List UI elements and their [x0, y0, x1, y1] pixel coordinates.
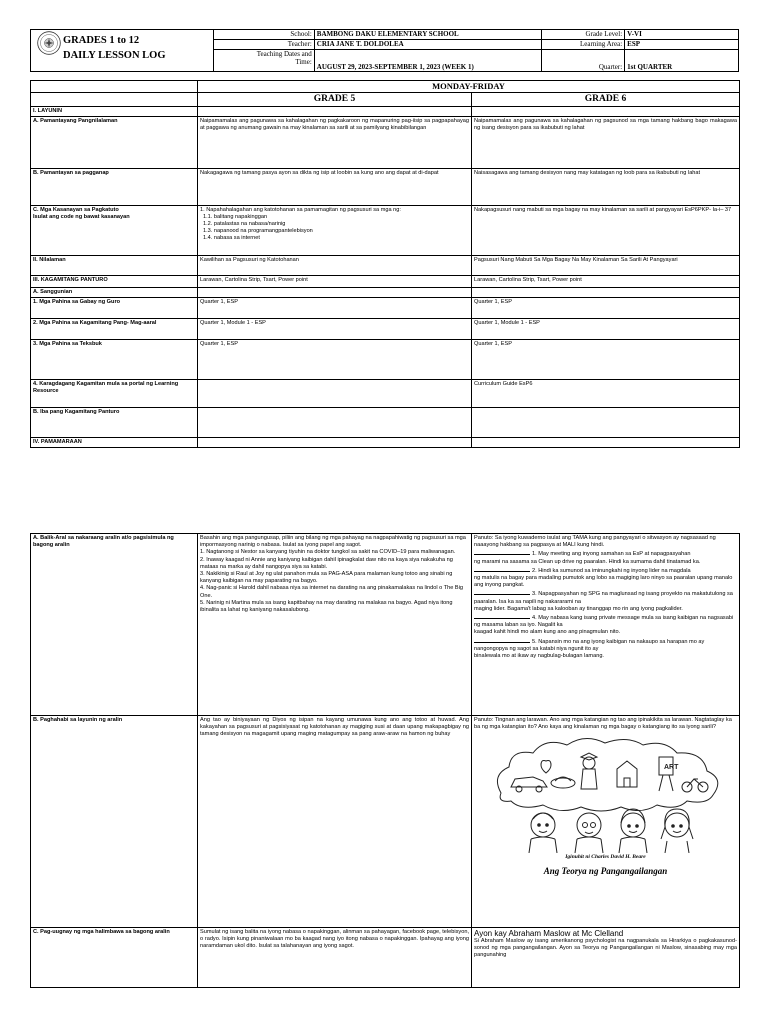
cell-g5: Quarter 1, ESP	[198, 340, 472, 380]
cell-g5: Naipamamalas ang pagunawa sa kahalagahan ng pagkakaroon ng mapanuring pag-iisip sa pagpapahayag at paggawa ng anumang gawain na may kinalaman sa sarili at sa pamilyang kinabibilangan	[198, 117, 472, 169]
teaching-dates-value: AUGUST 29, 2023-SEPTEMBER 1, 2023 (WEEK 1)	[314, 50, 542, 72]
grade5-header: GRADE 5	[198, 93, 472, 107]
heart-icon	[541, 761, 551, 774]
tama-mali-item: 4. May nabasa kang isang private message mula sa isang kaibigan na nagsasabi ng masama laban sa iyo. Nagalit ka kaagad kahit hindi mo alam kung ano ang pinagmulan nito.	[474, 615, 734, 636]
days-header: MONDAY-FRIDAY	[198, 81, 740, 93]
grandpa-figure	[575, 813, 603, 853]
answer-blank	[474, 589, 530, 595]
grade-level-value: V-VI	[625, 30, 739, 40]
cell-g5: Quarter 1, ESP	[198, 298, 472, 319]
row-label-kasanayan: C. Mga Kasanayan sa Pagkatuto Isulat ang code ng bawat kasanayan	[31, 206, 198, 256]
cell-g5	[198, 380, 472, 408]
illustration-title: Ang Teorya ng Pangangailangan	[543, 865, 668, 876]
cell-g6: Curriculum Guide EsP6	[472, 380, 740, 408]
corner-cell	[31, 81, 198, 93]
cell-g6-paghahabi	[472, 716, 740, 928]
grade-level-label: Grade Level:	[542, 30, 625, 40]
maslow-heading: Ayon kay Abraham Maslow at Mc Clelland	[474, 929, 624, 938]
row-label-pamamaraan: IV. PAMAMARAAN	[31, 438, 198, 448]
row-label-balik-aral: A. Balik-Aral sa nakaraang aralin at/o pagsisimula ng bagong aralin	[31, 534, 198, 716]
teaching-dates-label-1: Teaching Dates and	[256, 50, 312, 59]
balik-aral-item: 5. Narinig ni Martina mula sa isang kapitbahay na may darating na malakas na bagyo. Agad niya itong ibinalita sa lahat ng kaniyang nakasalubong.	[200, 599, 453, 614]
cell-g6-pag-uugnay	[472, 928, 740, 988]
cell-g5	[198, 107, 472, 117]
balik-aral-item: 3. Nakikinig si Raul at Joy ng ulat panahon mula sa PAG-ASA para malaman kung totoo ang sinabi ng kanyang kaibigan na may paparating na bagyo.	[200, 571, 453, 585]
row-label-teksbuk: 3. Mga Pahina sa Teksbuk	[31, 340, 198, 380]
cell-g5: Nakagagawa ng tamang pasya ayon sa dikta ng isip at loobin sa kung ano ang dapat at di-dapat	[198, 169, 472, 206]
cell-g6: Nakapagsusuri nang mabuti sa mga bagay na may kinalaman sa sarili at pangyayari EsP6PKP- Ia-i– 37	[472, 206, 740, 256]
teaching-dates-label-2: Time:	[295, 58, 312, 67]
row-label-kagamitang-pang-mag-aaral: 2. Mga Pahina sa Kagamitang Pang- Mag-aaral	[31, 319, 198, 340]
tama-mali-item: 3. Napagpasyahan ng SPG na maglunsad ng isang proyekto na makatutulong sa paaralan. Isa ka sa napili ng nakararami na maging lider. Bagama't labag sa kalooban ay tinanggap mo rin ang iyong pagkalider.	[474, 591, 733, 612]
cell-g5	[198, 408, 472, 438]
title-line-2: DAILY LESSON LOG	[63, 50, 166, 61]
thought-cloud	[497, 739, 717, 812]
cell-g6: Naipamamalas ang pagunawa sa kahalagahan ng pagsunod sa mga tamang hakbang bago makagawa ng isang desisyon para sa ikabubuti ng lahat	[472, 117, 740, 169]
cell-g6-balik-aral	[472, 534, 740, 716]
paghahabi-instruction: Panuto: Tingnan ang larawan. Ano ang mga katangian ng tao ang ipinakikita sa larawan. Nagtataglay ka ba ng mga katangian ito? Ano kaya ang kinalaman ng mga bagay o katangiang ito sa iyong sarili?	[474, 717, 732, 731]
tama-mali-intro: Panuto: Sa iyong kuwaderno isulat ang TAMA kung ang pangyayari o sitwasyon ay nagsasaad ng naaayong hakbang sa pagpasya at MALI kung hindi.	[474, 535, 716, 549]
cell-g5-paghahabi: Ang tao ay biniyayaan ng Diyos ng isipan na kayang umunawa kung ano ang totoo at huwad. Ang kakayahan sa pagsusuri at pagsisiyasat ng katotohanan ay magiging susi at daan upang makapagbigay ng tamang desisyon na magagamit upang maging matagumpay sa pang araw-araw na hamon ng buhay	[198, 716, 472, 928]
row-label-karagdagang-kagamitan: 4. Karagdagang Kagamitan mula sa portal ng Learning Resource	[31, 380, 198, 408]
document-title	[63, 33, 166, 63]
title-line-1: GRADES 1 to 12	[63, 35, 140, 46]
row-label-pamantayang-pangnilalaman: A. Pamantayang Pangnilalaman	[31, 117, 198, 169]
cell-g6	[472, 408, 740, 438]
cell-g5: Larawan, Cartolina Strip, Tsart, Power point	[198, 276, 472, 288]
needs-illustration	[481, 735, 731, 853]
row-label-nilalaman: II. Nilalaman	[31, 256, 198, 276]
cell-g6	[472, 438, 740, 448]
cell-g6: Quarter 1, ESP	[472, 298, 740, 319]
bike-icon	[682, 779, 708, 792]
cell-g6	[472, 288, 740, 298]
answer-blank	[474, 566, 530, 572]
balik-aral-item: 1. Nagtanong si Nestor sa kanyang tiyuhin na doktor tungkol sa sakit na COVID–19 para maliwanagan.	[200, 549, 456, 556]
teaching-dates-label	[214, 50, 315, 72]
cell-g6: Naisasagawa ang tamang desisyon nang may katatagan ng loob para sa ikabubuti ng lahat	[472, 169, 740, 206]
teacher-value: CRIA JANE T. DOLDOLEA	[314, 40, 542, 50]
row-label-layunin: I. LAYUNIN	[31, 107, 198, 117]
header-info-table	[213, 29, 739, 72]
tama-mali-item: 2. Hindi ka sumunod sa iminungkahi ng inyong lider na magdala ng matulis na bagay para madaling pumutok ang lobo sa magiging laro ninyo sa paaralan upang manalo ang inyong pangkat.	[474, 567, 733, 589]
school-value: BAMBONG DAKU ELEMENTARY SCHOOL	[314, 30, 542, 40]
graduate-icon	[581, 753, 597, 789]
cell-g5	[198, 438, 472, 448]
deped-seal-icon	[37, 31, 61, 55]
kasanayan-item: 1.3. napanood na programangpantelebisyon	[203, 228, 313, 234]
tama-mali-item: 1. May meeting ang inyong samahan sa EsP at napagpasyahan ng marami na sasama sa Clean up drive ng paaralan. Hindi ka sumama dahil tinatamad ka.	[474, 551, 701, 565]
row-label-kagamitang-panturo: III. KAGAMITANG PANTURO	[31, 276, 198, 288]
kasanayan-item: 1.2. patalastas na nabasa/narinig	[203, 221, 286, 227]
cell-g6: Pagsusuri Nang Mabuti Sa Mga Bagay Na May Kinalaman Sa Sarili At Pangyayari	[472, 256, 740, 276]
house-icon	[617, 761, 637, 787]
cell-g6: Quarter 1, ESP	[472, 340, 740, 380]
girl-figure	[661, 809, 693, 853]
kasanayan-intro: 1. Napahahalagahan ang katotohanan sa pamamagitan ng pagsusuri sa mga ng:	[200, 207, 401, 213]
tama-mali-item: 5. Napansin mo na ang iyong kaibigan na nakaupo sa harapan mo ay nangongopya ng sagot sa katabi niya ngunit ito ay binalewala mo at ikaw ay nagbulag-bulagan lamang.	[474, 638, 705, 660]
teacher-label: Teacher:	[214, 40, 315, 50]
learning-area-value: ESP	[625, 40, 739, 50]
art-label: ART	[663, 764, 678, 772]
cell-g6	[472, 107, 740, 117]
balik-aral-item: 2. Inaway kaagad ni Annie ang kaniyang kaibigan dahil ipinagkalat daw nito na kaya siya nakakuha ng mataas na marka ay dahil nangopya siya sa katabi.	[200, 556, 453, 570]
maslow-text: Si Abraham Maslow ay isang amerikanong psychologist na nagpanukala sa Hirarkiya o pagkakasunod-sonod ng mga pangangailangan. Ayon sa Teorya ng Pangangailangan ni Maslow, sinasabing may mga pangunahing	[474, 938, 737, 959]
row-label-pag-uugnay: C. Pag-uugnay ng mga halimbawa sa bagong aralin	[31, 928, 198, 988]
learning-area-label: Learning Area:	[542, 40, 625, 50]
art-easel-icon	[659, 757, 673, 791]
row-label-gabay-ng-guro: 1. Mga Pahina sa Gabay ng Guro	[31, 298, 198, 319]
balik-aral-item: 4. Nag-panic si Harold dahil nabasa niya sa internet na darating na ang pinakamalakas na lindol o The Big One.	[200, 585, 463, 599]
lesson-plan-table	[30, 80, 740, 448]
grade6-header: GRADE 6	[472, 93, 740, 107]
cell-g5-balik-aral	[198, 534, 472, 716]
cell-g5	[198, 288, 472, 298]
balik-aral-intro: Basahin ang mga pangungusap, piliin ang bilang ng mga pahayag na nagpapahiwatig ng pagsusuri sa mga impormasyong narinig o nabasa. Isulat sa iyong papel ang sagot.	[200, 535, 466, 549]
answer-blank	[474, 549, 530, 555]
cell-g6: Quarter 1, Module 1 - ESP	[472, 319, 740, 340]
quarter-label: Quarter:	[542, 50, 625, 72]
row-label-paghahabi: B. Paghahabi sa layunin ng aralin	[31, 716, 198, 928]
kasanayan-item: 1.1. balitang napakinggan	[203, 214, 268, 220]
cell-g5: Quarter 1, Module 1 - ESP	[198, 319, 472, 340]
row-label-sanggunian: A. Sanggunian	[31, 288, 198, 298]
kasanayan-item: 1.4. nabasa sa internet	[203, 235, 260, 241]
quarter-value: 1st QUARTER	[625, 50, 739, 72]
cell-g5-kasanayan	[198, 206, 472, 256]
answer-blank	[474, 637, 530, 643]
illustration-caption: Iginuhit ni Charles David H. Beare	[565, 854, 646, 861]
row-label-iba-pang-kagamitan: B. Iba pang Kagamitang Panturo	[31, 408, 198, 438]
row-label-pamantayan-sa-pagganap: B. Pamantayan sa pagganap	[31, 169, 198, 206]
procedure-table	[30, 533, 740, 988]
car-icon	[511, 777, 547, 792]
cell-g5-pag-uugnay: Sumulat ng isang balita na iyong nabasa o napakinggan, alinman sa pahayagan, facebook page, telebisyon, o radyo. Isipin kung pinaniwalaan mo ba kaagad nang iyo itong nabasa o napakinggan. Ipahayag ang iyong naramdaman ukol dito. Isulat sa talahanayan ang iyong sagot.	[198, 928, 472, 988]
cell-g5: Kawilihan sa Pagsusuri ng Katotohanan	[198, 256, 472, 276]
cell-g6: Larawan, Cartolina Strip, Tsart, Power point	[472, 276, 740, 288]
boy-figure	[529, 813, 557, 853]
grandma-figure	[619, 809, 647, 853]
food-icon	[551, 777, 575, 788]
corner-cell-2	[31, 93, 198, 107]
school-label: School:	[214, 30, 315, 40]
answer-blank	[474, 613, 530, 619]
